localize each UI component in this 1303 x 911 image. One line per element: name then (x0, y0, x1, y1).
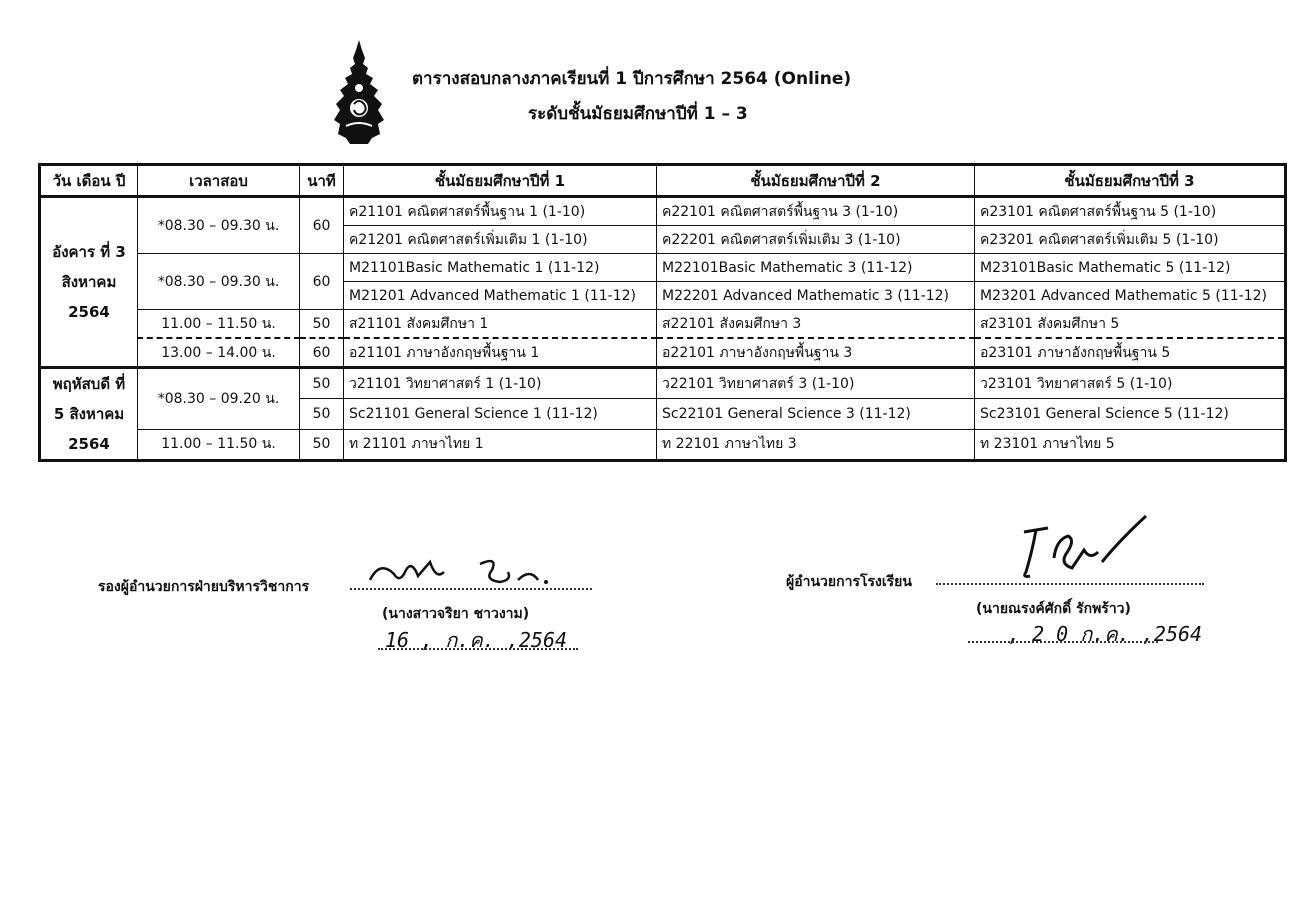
signer-left-title: รองผู้อำนวยการฝ่ายบริหารวิชาการ (98, 579, 310, 595)
date-cell-day1: อังคาร ที่ 3 สิงหาคม 2564 (40, 197, 138, 368)
minutes-cell: 60 (300, 338, 344, 368)
header-minutes: นาที (300, 165, 344, 197)
subject-cell: M23101Basic Mathematic 5 (11-12) (975, 254, 1286, 282)
page-title: ตารางสอบกลางภาคเรียนที่ 1 ปีการศึกษา 2564 (Online) (412, 69, 852, 89)
subject-cell: ส23101 สังคมศึกษา 5 (975, 310, 1286, 339)
school-emblem-logo (328, 38, 390, 146)
subject-cell: M21201 Advanced Mathematic 1 (11-12) (344, 282, 657, 310)
header-time: เวลาสอบ (138, 165, 300, 197)
subject-cell: ค21101 คณิตศาสตร์พื้นฐาน 1 (1-10) (344, 197, 657, 226)
subject-cell: ท 23101 ภาษาไทย 5 (975, 429, 1286, 460)
header-grade-3: ชั้นมัธยมศึกษาปีที่ 3 (975, 165, 1286, 197)
date-line-left (378, 648, 578, 650)
page-subtitle: ระดับชั้นมัธยมศึกษาปีที่ 1 – 3 (528, 104, 748, 124)
subject-cell: ว21101 วิทยาศาสตร์ 1 (1-10) (344, 368, 657, 399)
subject-cell: ส22101 สังคมศึกษา 3 (657, 310, 975, 339)
signer-right-date: , 2 0 ก.ค. ,2564 (1008, 622, 1203, 646)
subject-cell: ค23101 คณิตศาสตร์พื้นฐาน 5 (1-10) (975, 197, 1286, 226)
minutes-cell: 60 (300, 197, 344, 254)
signer-left-name: (นางสาวจริยา ชาวงาม) (382, 606, 530, 622)
subject-cell: ส21101 สังคมศึกษา 1 (344, 310, 657, 339)
subject-cell: ว22101 วิทยาศาสตร์ 3 (1-10) (657, 368, 975, 399)
time-cell: 11.00 – 11.50 น. (138, 310, 300, 339)
subject-cell: อ23101 ภาษาอังกฤษพื้นฐาน 5 (975, 338, 1286, 368)
subject-cell: ค21201 คณิตศาสตร์เพิ่มเติม 1 (1-10) (344, 226, 657, 254)
signer-right-title: ผู้อำนวยการโรงเรียน (786, 574, 912, 590)
minutes-cell: 50 (300, 429, 344, 460)
table-row (40, 254, 1286, 282)
date-line-right (968, 641, 1158, 643)
exam-schedule-table (38, 163, 1287, 462)
subject-cell: M22101Basic Mathematic 3 (11-12) (657, 254, 975, 282)
table-header-row (40, 165, 1286, 197)
signature-left (360, 550, 570, 592)
subject-cell: ท 22101 ภาษาไทย 3 (657, 429, 975, 460)
minutes-cell: 60 (300, 254, 344, 310)
time-cell: *08.30 – 09.30 น. (138, 197, 300, 254)
table-row (40, 197, 1286, 226)
minutes-cell: 50 (300, 399, 344, 429)
time-cell: *08.30 – 09.30 น. (138, 254, 300, 310)
time-cell: *08.30 – 09.20 น. (138, 368, 300, 430)
date-cell-day2: พฤหัสบดี ที่ 5 สิงหาคม 2564 (40, 368, 138, 461)
table-row (40, 368, 1286, 399)
signer-right-name: (นายณรงค์ศักดิ์ รักพร้าว) (976, 601, 1131, 617)
table-row (40, 310, 1286, 339)
table-row (40, 338, 1286, 368)
subject-cell: M22201 Advanced Mathematic 3 (11-12) (657, 282, 975, 310)
table-row (40, 429, 1286, 460)
subject-cell: M23201 Advanced Mathematic 5 (11-12) (975, 282, 1286, 310)
subject-cell: ว23101 วิทยาศาสตร์ 5 (1-10) (975, 368, 1286, 399)
signature-right (1010, 510, 1160, 582)
subject-cell: Sc22101 General Science 3 (11-12) (657, 399, 975, 429)
minutes-cell: 50 (300, 368, 344, 399)
subject-cell: M21101Basic Mathematic 1 (11-12) (344, 254, 657, 282)
subject-cell: ค22201 คณิตศาสตร์เพิ่มเติม 3 (1-10) (657, 226, 975, 254)
signer-left-date: 16 , ก.ค. ,2564 (385, 628, 568, 652)
minutes-cell: 50 (300, 310, 344, 339)
header-grade-1: ชั้นมัธยมศึกษาปีที่ 1 (344, 165, 657, 197)
time-cell: 13.00 – 14.00 น. (138, 338, 300, 368)
subject-cell: Sc21101 General Science 1 (11-12) (344, 399, 657, 429)
subject-cell: ท 21101 ภาษาไทย 1 (344, 429, 657, 460)
subject-cell: ค22101 คณิตศาสตร์พื้นฐาน 3 (1-10) (657, 197, 975, 226)
subject-cell: Sc23101 General Science 5 (11-12) (975, 399, 1286, 429)
header-grade-2: ชั้นมัธยมศึกษาปีที่ 2 (657, 165, 975, 197)
header-date: วัน เดือน ปี (40, 165, 138, 197)
time-cell: 11.00 – 11.50 น. (138, 429, 300, 460)
subject-cell: ค23201 คณิตศาสตร์เพิ่มเติม 5 (1-10) (975, 226, 1286, 254)
signature-line-right (936, 583, 1204, 585)
subject-cell: อ22101 ภาษาอังกฤษพื้นฐาน 3 (657, 338, 975, 368)
subject-cell: อ21101 ภาษาอังกฤษพื้นฐาน 1 (344, 338, 657, 368)
